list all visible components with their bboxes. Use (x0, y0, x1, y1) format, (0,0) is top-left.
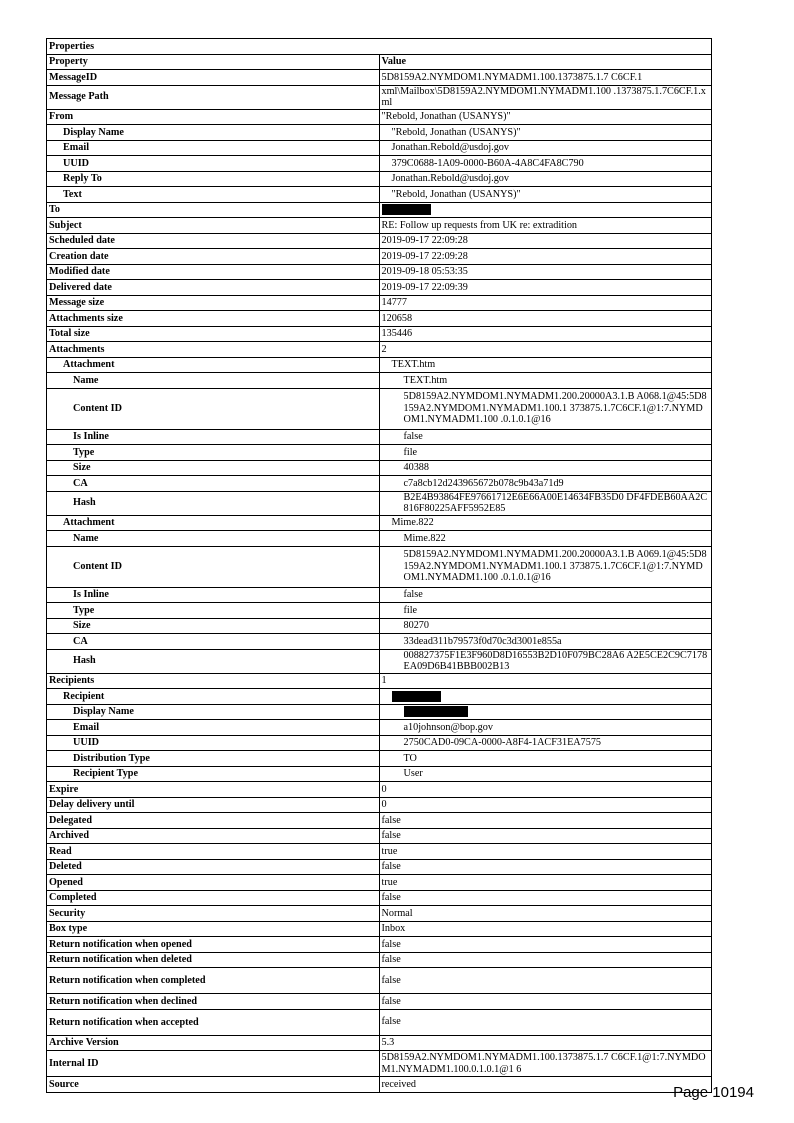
table-row (47, 673, 712, 689)
table-row (47, 603, 712, 619)
table-row (47, 1077, 712, 1093)
property-value: true (379, 875, 712, 891)
table-row (47, 233, 712, 249)
property-value: TEXT.htm (379, 373, 712, 389)
table-row (47, 187, 712, 203)
property-value: Mime.822 (379, 531, 712, 547)
redaction-bar (404, 706, 468, 717)
property-value: 135446 (379, 326, 712, 342)
redaction-bar (392, 691, 441, 702)
property-name: Return notification when deleted (47, 952, 380, 968)
redacted-value (379, 689, 712, 705)
table-row (47, 906, 712, 922)
property-name: From (47, 109, 380, 125)
property-value: 0 (379, 782, 712, 798)
property-name: Reply To (47, 171, 380, 187)
table-row (47, 844, 712, 860)
property-name: Text (47, 187, 380, 203)
property-name: Display Name (47, 704, 380, 720)
property-value: 2019-09-17 22:09:28 (379, 233, 712, 249)
property-value: file (379, 603, 712, 619)
property-name: Internal ID (47, 1051, 380, 1077)
property-name: Return notification when opened (47, 937, 380, 953)
table-row (47, 429, 712, 445)
property-value: 0 (379, 797, 712, 813)
property-name: Hash (47, 649, 380, 673)
property-name: Type (47, 445, 380, 461)
table-row (47, 813, 712, 829)
property-value: Normal (379, 906, 712, 922)
table-row (47, 373, 712, 389)
property-name: Read (47, 844, 380, 860)
property-value: xml\Mailbox\5D8159A2.NYMDOM1.NYMADM1.100 .1373875.1.7C6CF.1.xml (379, 85, 712, 109)
property-name: Total size (47, 326, 380, 342)
property-name: Delegated (47, 813, 380, 829)
table-row (47, 491, 712, 515)
table-row (47, 280, 712, 296)
table-row (47, 618, 712, 634)
table-row (47, 782, 712, 798)
property-name: To (47, 202, 380, 218)
property-value: false (379, 859, 712, 875)
table-row (47, 859, 712, 875)
property-value: false (379, 952, 712, 968)
property-value: 5.3 (379, 1035, 712, 1051)
table-row (47, 295, 712, 311)
property-value: false (379, 890, 712, 906)
table-row (47, 156, 712, 172)
property-value: 80270 (379, 618, 712, 634)
property-value: 120658 (379, 311, 712, 327)
table-row (47, 264, 712, 280)
property-value: false (379, 1009, 712, 1035)
table-row (47, 751, 712, 767)
table-row (47, 937, 712, 953)
table-row (47, 828, 712, 844)
property-name: Recipient Type (47, 766, 380, 782)
table-row (47, 357, 712, 373)
property-name: Content ID (47, 388, 380, 429)
property-name: CA (47, 634, 380, 650)
property-name: Recipients (47, 673, 380, 689)
property-value: TEXT.htm (379, 357, 712, 373)
table-row (47, 1051, 712, 1077)
property-value: 5D8159A2.NYMDOM1.NYMADM1.200.20000A3.1.B A069.1@45:5D8159A2.NYMDOM1.NYMADM1.100.1 373875.1.7C6CF.1@1:7.NYMDOM1.NYMADM1.100 .0.1.0.1@16 (379, 546, 712, 587)
property-name: Hash (47, 491, 380, 515)
property-value: 2 (379, 342, 712, 358)
property-name: MessageID (47, 70, 380, 86)
property-value: 2019-09-18 05:53:35 (379, 264, 712, 280)
property-name: Is Inline (47, 587, 380, 603)
property-value: false (379, 587, 712, 603)
table-row (47, 218, 712, 234)
property-name: Attachment (47, 357, 380, 373)
property-value: false (379, 937, 712, 953)
property-name: Return notification when completed (47, 968, 380, 994)
table-row (47, 875, 712, 891)
property-name: Creation date (47, 249, 380, 265)
property-name: Return notification when declined (47, 994, 380, 1010)
property-name: Source (47, 1077, 380, 1093)
property-value: c7a8cb12d243965672b078c9b43a71d9 (379, 476, 712, 492)
property-name: Deleted (47, 859, 380, 875)
property-name: Name (47, 531, 380, 547)
property-name: Scheduled date (47, 233, 380, 249)
table-row (47, 797, 712, 813)
table-row (47, 515, 712, 531)
property-name: Box type (47, 921, 380, 937)
property-name: Archive Version (47, 1035, 380, 1051)
property-value: User (379, 766, 712, 782)
property-name: UUID (47, 156, 380, 172)
property-value: 5D8159A2.NYMDOM1.NYMADM1.100.1373875.1.7 C6CF.1 (379, 70, 712, 86)
property-value: false (379, 813, 712, 829)
table-row (47, 326, 712, 342)
header-value: Value (379, 54, 712, 70)
table-row (47, 85, 712, 109)
property-value: Inbox (379, 921, 712, 937)
table-row (47, 952, 712, 968)
table-row (47, 249, 712, 265)
table-row (47, 720, 712, 736)
property-value: false (379, 994, 712, 1010)
table-row (47, 342, 712, 358)
table-header-row (47, 54, 712, 70)
table-row (47, 109, 712, 125)
property-name: Name (47, 373, 380, 389)
table-row (47, 140, 712, 156)
property-value: "Rebold, Jonathan (USANYS)" (379, 125, 712, 141)
property-value: a10johnson@bop.gov (379, 720, 712, 736)
table-row (47, 125, 712, 141)
property-name: UUID (47, 735, 380, 751)
property-name: Return notification when accepted (47, 1009, 380, 1035)
property-value: "Rebold, Jonathan (USANYS)" (379, 109, 712, 125)
property-value: "Rebold, Jonathan (USANYS)" (379, 187, 712, 203)
property-value: 1 (379, 673, 712, 689)
property-name: Delay delivery until (47, 797, 380, 813)
property-name: Attachment (47, 515, 380, 531)
property-name: Content ID (47, 546, 380, 587)
property-name: Display Name (47, 125, 380, 141)
property-value: file (379, 445, 712, 461)
table-row (47, 634, 712, 650)
property-name: Recipient (47, 689, 380, 705)
property-value: Jonathan.Rebold@usdoj.gov (379, 171, 712, 187)
property-name: Distribution Type (47, 751, 380, 767)
redacted-value (379, 704, 712, 720)
property-name: Security (47, 906, 380, 922)
table-row (47, 968, 712, 994)
property-name: Completed (47, 890, 380, 906)
redaction-bar (382, 204, 431, 215)
property-value: false (379, 828, 712, 844)
property-name: Subject (47, 218, 380, 234)
table-row (47, 704, 712, 720)
property-value: B2E4B93864FE97661712E6E66A00E14634FB35D0 DF4FDEB60AA2C816F80225AFF5952E85 (379, 491, 712, 515)
property-value: 2019-09-17 22:09:28 (379, 249, 712, 265)
property-name: Size (47, 460, 380, 476)
property-name: Delivered date (47, 280, 380, 296)
redacted-value (379, 202, 712, 218)
property-value: RE: Follow up requests from UK re: extradition (379, 218, 712, 234)
table-row (47, 445, 712, 461)
property-name: Attachments size (47, 311, 380, 327)
table-row (47, 1009, 712, 1035)
table-title-row (47, 39, 712, 55)
property-value: 2019-09-17 22:09:39 (379, 280, 712, 296)
property-name: Email (47, 720, 380, 736)
header-property: Property (47, 54, 380, 70)
property-name: Size (47, 618, 380, 634)
table-row (47, 735, 712, 751)
page-number: Page 10194 (673, 1084, 754, 1101)
property-value: 008827375F1E3F960D8D16553B2D10F079BC28A6 A2E5CE2C9C7178EA09D6B41BBB002B13 (379, 649, 712, 673)
property-name: Message Path (47, 85, 380, 109)
property-value: 379C0688-1A09-0000-B60A-4A8C4FA8C790 (379, 156, 712, 172)
property-value: true (379, 844, 712, 860)
property-value: 2750CAD0-09CA-0000-A8F4-1ACF31EA7575 (379, 735, 712, 751)
property-name: Is Inline (47, 429, 380, 445)
property-value: false (379, 429, 712, 445)
property-name: Archived (47, 828, 380, 844)
table-row (47, 171, 712, 187)
property-value: Jonathan.Rebold@usdoj.gov (379, 140, 712, 156)
property-name: Modified date (47, 264, 380, 280)
property-name: Type (47, 603, 380, 619)
property-value: 5D8159A2.NYMDOM1.NYMADM1.100.1373875.1.7 C6CF.1@1:7.NYMDOM1.NYMADM1.100.0.1.0.1@1 6 (379, 1051, 712, 1077)
property-name: Email (47, 140, 380, 156)
table-row (47, 202, 712, 218)
table-row (47, 649, 712, 673)
property-value: 14777 (379, 295, 712, 311)
properties-table (46, 38, 712, 1093)
table-row (47, 921, 712, 937)
table-title: Properties (47, 39, 712, 55)
property-value: 5D8159A2.NYMDOM1.NYMADM1.200.20000A3.1.B A068.1@45:5D8159A2.NYMDOM1.NYMADM1.100.1 373875.1.7C6CF.1@1:7.NYMDOM1.NYMADM1.100 .0.1.0.1@16 (379, 388, 712, 429)
table-row (47, 587, 712, 603)
table-row (47, 388, 712, 429)
table-row (47, 311, 712, 327)
property-name: Attachments (47, 342, 380, 358)
property-name: Message size (47, 295, 380, 311)
table-row (47, 890, 712, 906)
property-name: Opened (47, 875, 380, 891)
property-value: received (379, 1077, 712, 1093)
property-value: 33dead311b79573f0d70c3d3001e855a (379, 634, 712, 650)
table-row (47, 531, 712, 547)
property-value: Mime.822 (379, 515, 712, 531)
table-row (47, 1035, 712, 1051)
table-row (47, 476, 712, 492)
table-row (47, 994, 712, 1010)
property-name: CA (47, 476, 380, 492)
property-value: 40388 (379, 460, 712, 476)
property-value: TO (379, 751, 712, 767)
table-row (47, 546, 712, 587)
property-value: false (379, 968, 712, 994)
table-row (47, 689, 712, 705)
table-row (47, 460, 712, 476)
table-row (47, 766, 712, 782)
property-name: Expire (47, 782, 380, 798)
table-row (47, 70, 712, 86)
